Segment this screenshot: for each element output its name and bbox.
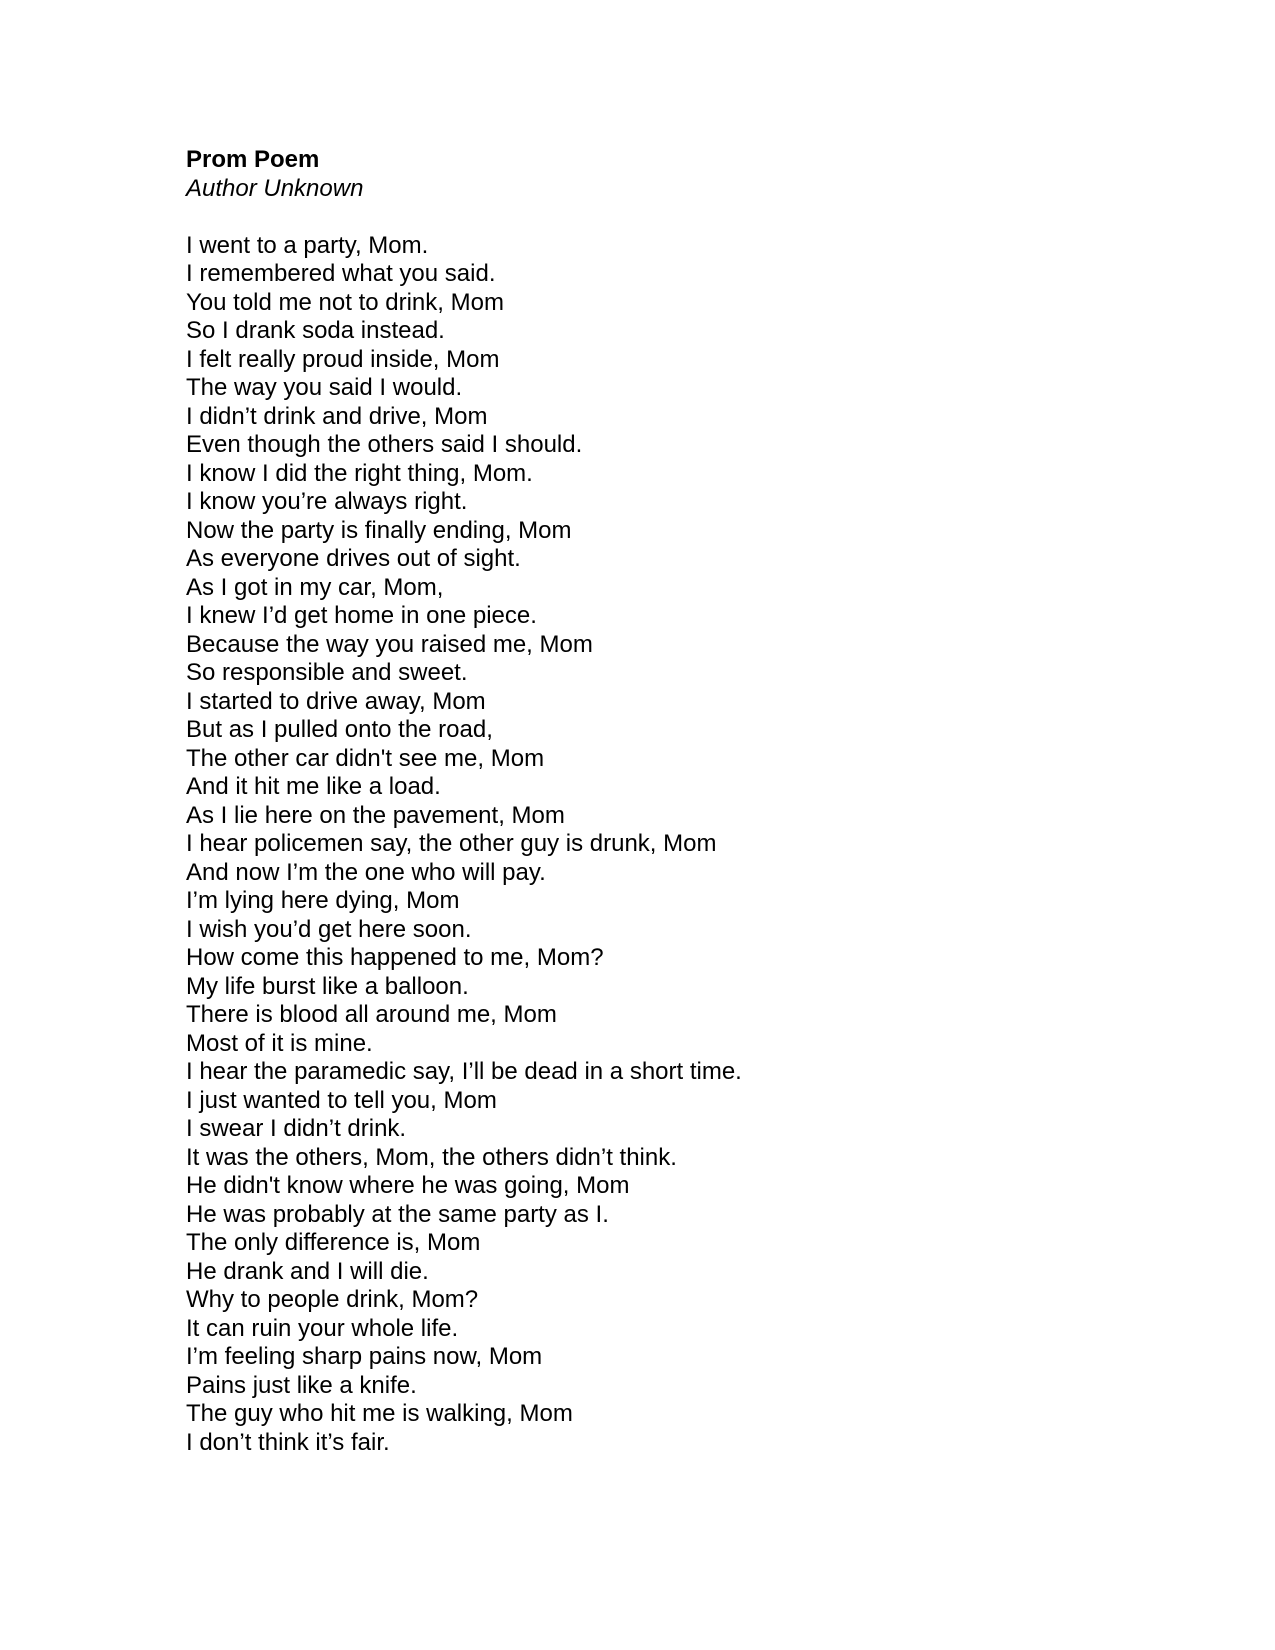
poem-line: I wish you’d get here soon. [186, 915, 472, 943]
poem-line: I know I did the right thing, Mom. [186, 459, 533, 487]
poem-line: And it hit me like a load. [186, 773, 441, 800]
poem-line: But as I pulled onto the road, [186, 716, 493, 743]
poem-title: Prom Poem [186, 146, 320, 173]
poem-line: As I lie here on the pavement, Mom [186, 801, 565, 829]
poem-line: My life burst like a balloon. [186, 972, 469, 1000]
poem-line: Why to people drink, Mom? [186, 1286, 479, 1313]
poem-line: I’m lying here dying, Mom [186, 887, 460, 914]
poem-line: I’m feeling sharp pains now, Mom [186, 1343, 543, 1370]
poem-line: The only difference is, Mom [186, 1229, 481, 1256]
poem-line: I hear policemen say, the other guy is drunk, Mom [186, 830, 717, 857]
poem-line: Now the party is finally ending, Mom [186, 516, 572, 544]
poem-line: The guy who hit me is walking, Mom [186, 1400, 573, 1427]
poem-line: I felt really proud inside, Mom [186, 345, 500, 373]
poem-line: I knew I’d get home in one piece. [186, 602, 537, 629]
poem-line: He drank and I will die. [186, 1257, 429, 1285]
poem-line: There is blood all around me, Mom [186, 1001, 557, 1028]
poem-line: So I drank soda instead. [186, 317, 445, 344]
poem-line: I just wanted to tell you, Mom [186, 1086, 497, 1114]
poem-line: As I got in my car, Mom, [186, 573, 444, 601]
poem-line: As everyone drives out of sight. [186, 545, 521, 572]
poem-line: Because the way you raised me, Mom [186, 630, 593, 658]
poem-line: I went to a party, Mom. [186, 231, 429, 259]
poem-line: You told me not to drink, Mom [186, 288, 504, 316]
poem-line: How come this happened to me, Mom? [186, 944, 604, 971]
poem-line: I swear I didn’t drink. [186, 1115, 407, 1142]
poem-line: He didn't know where he was going, Mom [186, 1172, 630, 1199]
poem-line: I started to drive away, Mom [186, 687, 486, 715]
poem-line: I know you’re always right. [186, 488, 468, 515]
poem-line: It was the others, Mom, the others didn’t think. [186, 1143, 677, 1171]
poem-line: Most of it is mine. [186, 1029, 373, 1057]
poem-line: I didn’t drink and drive, Mom [186, 402, 488, 430]
poem-line: He was probably at the same party as I. [186, 1200, 609, 1228]
poem-line: It can ruin your whole life. [186, 1314, 459, 1342]
poem-line: I hear the paramedic say, I’ll be dead in a short time. [186, 1058, 742, 1085]
poem-lines [186, 232, 1086, 1458]
poem-line: So responsible and sweet. [186, 659, 468, 686]
poem-line: I remembered what you said. [186, 260, 496, 287]
poem-line: The other car didn't see me, Mom [186, 744, 545, 772]
poem-line: The way you said I would. [186, 374, 463, 401]
poem-line: And now I’m the one who will pay. [186, 858, 546, 886]
poem-line: Pains just like a knife. [186, 1371, 417, 1399]
poem-author: Author Unknown [186, 174, 364, 202]
poem-line: I don’t think it’s fair. [186, 1428, 390, 1456]
poem-line: Even though the others said I should. [186, 431, 583, 458]
poem-content [186, 146, 1086, 1457]
